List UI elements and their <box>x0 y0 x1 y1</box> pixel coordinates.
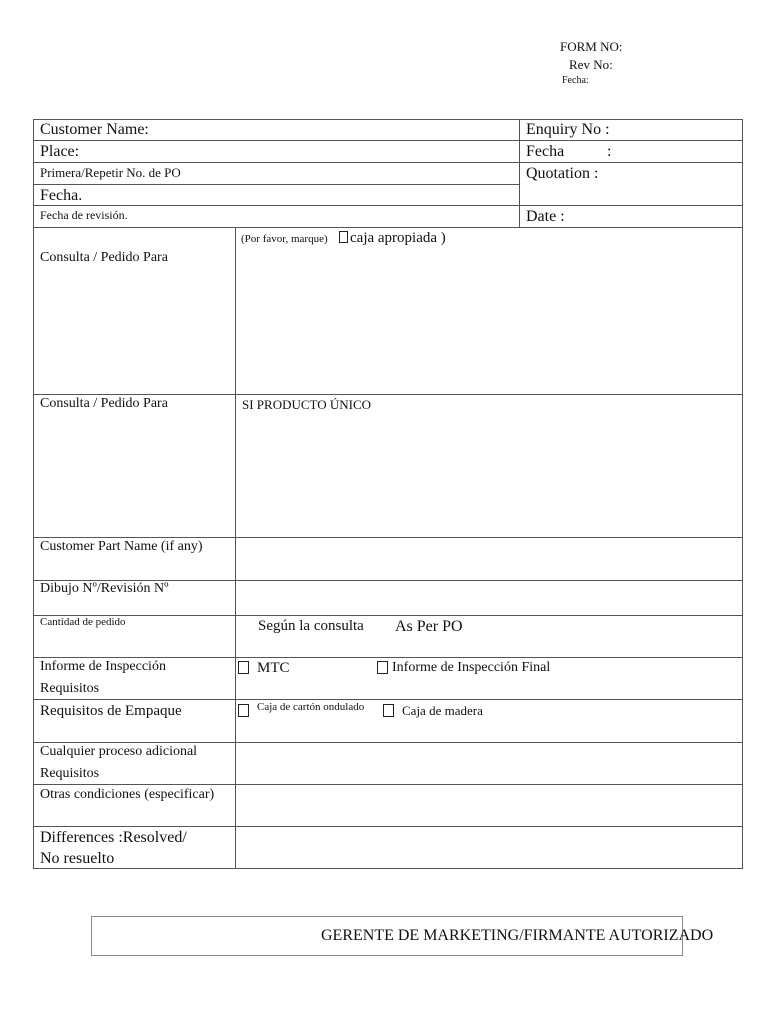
primera-repetir-label: Primera/Repetir No. de PO <box>40 165 181 180</box>
informe-label-line1: Informe de Inspección <box>40 659 166 674</box>
caja-madera-label: Caja de madera <box>402 703 483 718</box>
informe-label-line2: Requisitos <box>40 681 100 696</box>
customer-part-name-label: Customer Part Name (if any) <box>40 539 203 554</box>
consulta-hint-large: caja apropiada ) <box>350 230 446 246</box>
row-divider <box>33 699 743 700</box>
row-divider <box>33 394 743 395</box>
row-divider <box>33 184 519 185</box>
mtc-label: MTC <box>257 660 290 676</box>
si-producto-unico: SI PRODUCTO ÚNICO <box>242 397 372 412</box>
place-label: Place: <box>40 143 80 160</box>
signature-label: GERENTE DE MARKETING/FIRMANTE AUTORIZADO <box>321 927 714 944</box>
differences-label-line2: No resuelto <box>40 850 115 867</box>
quotation-label: Quotation : <box>526 165 599 182</box>
header-fecha-label: Fecha: <box>562 75 589 86</box>
differences-label-line1: Differences :Resolved/ <box>40 829 187 846</box>
caja-carton-checkbox[interactable] <box>238 704 249 717</box>
enquiry-no-label: Enquiry No : <box>526 121 610 138</box>
rev-no-label: Rev No: <box>569 57 613 72</box>
informe-final-checkbox[interactable] <box>377 661 388 674</box>
row-divider <box>33 537 743 538</box>
dibujo-label: Dibujo Nº/Revisión Nº <box>40 581 169 596</box>
row-divider <box>33 784 743 785</box>
row-divider <box>33 826 743 827</box>
header-column-divider <box>519 119 520 227</box>
row-divider <box>33 742 743 743</box>
row-divider <box>33 657 743 658</box>
body-column-divider <box>235 227 236 869</box>
row-divider <box>33 140 743 141</box>
checkbox-icon[interactable] <box>339 231 348 243</box>
caja-carton-label: Caja de cartón ondulado <box>257 701 365 713</box>
otras-condiciones-label: Otras condiciones (especificar) <box>40 787 215 802</box>
form-no-label: FORM NO: <box>560 39 623 54</box>
caja-madera-checkbox[interactable] <box>383 704 394 717</box>
consulta-pedido-label-1: Consulta / Pedido Para <box>40 250 168 265</box>
mtc-checkbox[interactable] <box>238 661 249 674</box>
consulta-pedido-label-2: Consulta / Pedido Para <box>40 396 168 411</box>
fecha-right-label: Fecha <box>526 143 565 160</box>
segun-consulta-option[interactable]: Según la consulta <box>258 618 364 634</box>
as-per-po-option[interactable]: As Per PO <box>395 618 463 635</box>
consulta-hint-small: (Por favor, marque) <box>241 233 328 245</box>
customer-name-label: Customer Name: <box>40 121 149 138</box>
date-label: Date : <box>526 208 565 225</box>
empaque-label: Requisitos de Empaque <box>40 703 182 719</box>
row-divider <box>33 227 743 228</box>
row-divider <box>33 162 743 163</box>
fecha-right-colon: : <box>607 143 612 160</box>
row-divider <box>33 615 743 616</box>
proceso-label-line2: Requisitos <box>40 766 100 781</box>
fecha-left-label: Fecha. <box>40 187 83 204</box>
row-divider <box>33 205 743 206</box>
proceso-label-line1: Cualquier proceso adicional <box>40 744 198 759</box>
fecha-revision-label: Fecha de revisión. <box>40 208 128 222</box>
informe-final-label: Informe de Inspección Final <box>392 660 551 675</box>
cantidad-label: Cantidad de pedido <box>40 616 126 628</box>
